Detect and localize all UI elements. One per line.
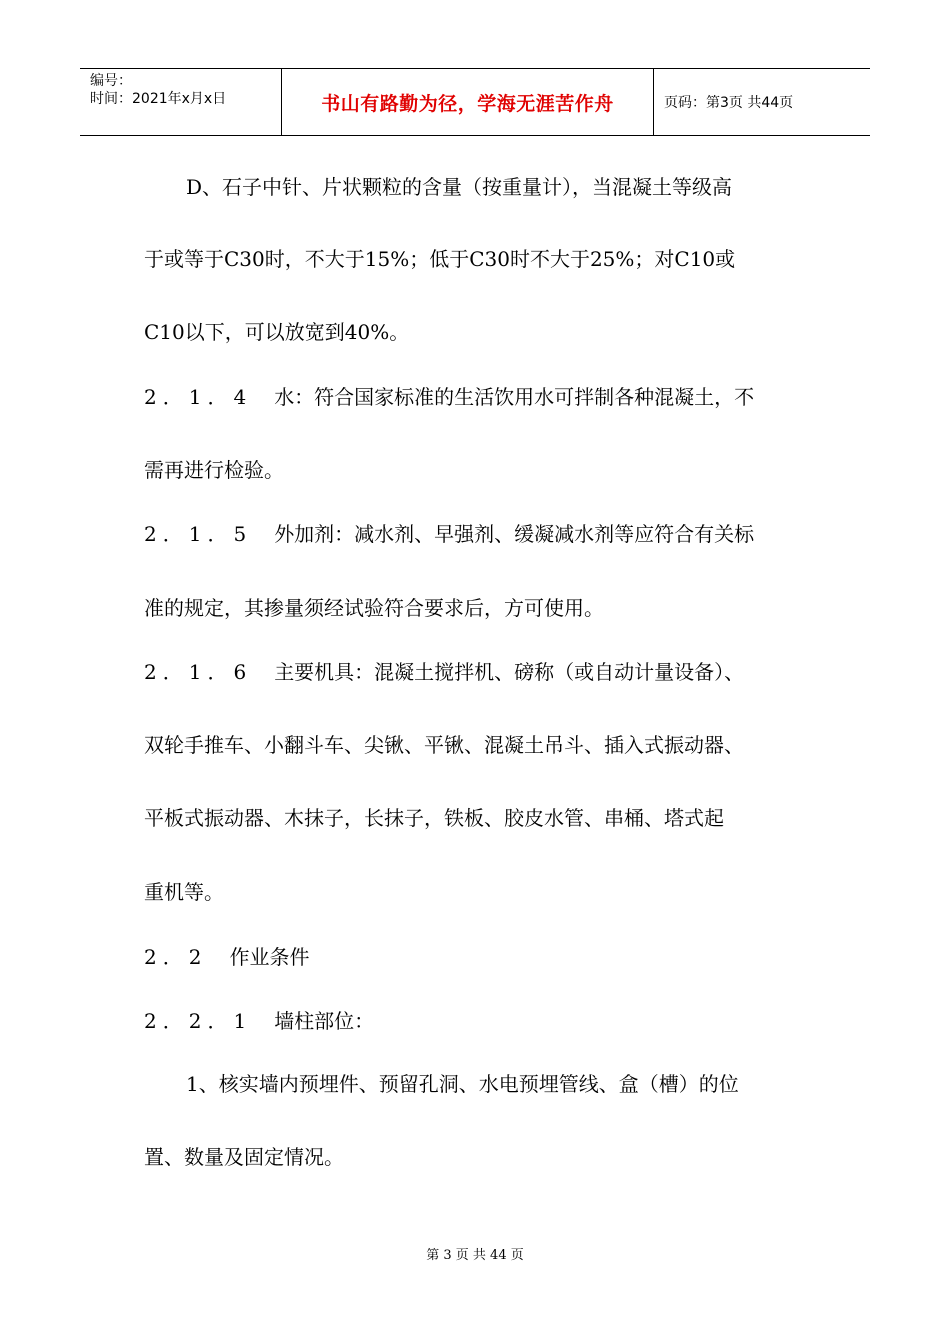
page-header (80, 68, 870, 136)
body-line: 于或等于C30时，不大于15%；低于C30时不大于25%；对C10或 (144, 247, 736, 271)
page-footer: 第 3 页 共 44 页 (426, 1248, 524, 1263)
item-text: 水：符合国家标准的生活饮用水可拌制各种混凝土，不 (274, 385, 755, 409)
body-line: 双轮手推车、小翻斗车、尖锹、平锹、混凝土吊斗、插入式振动器、 (144, 733, 744, 757)
item-number: 2．1．4 (144, 385, 253, 409)
item-number: 2．2．1 (144, 1009, 253, 1033)
numbered-item (144, 1009, 374, 1033)
body-line: 平板式振动器、木抹子，长抹子，铁板、胶皮水管、串桶、塔式起 (144, 806, 724, 830)
header-page-number: 页码：第3页 共44页 (664, 95, 794, 111)
item-text: 墙柱部位： (274, 1009, 375, 1033)
item-number: 2．2 (144, 945, 208, 969)
body-line: D、石子中针、片状颗粒的含量（按重量计），当混凝土等级高 (186, 175, 733, 199)
body-line: 重机等。 (144, 880, 224, 904)
document-date-label: 时间：2021年x月x日 (90, 91, 227, 107)
header-right-cell (654, 69, 870, 135)
item-number: 2．1．6 (144, 660, 253, 684)
item-number: 2．1．5 (144, 522, 253, 546)
body-line: 1、核实墙内预埋件、预留孔洞、水电预埋管线、盒（槽）的位 (186, 1072, 739, 1096)
numbered-item (144, 660, 744, 684)
header-left-cell (80, 69, 281, 135)
body-line: 置、数量及固定情况。 (144, 1145, 344, 1169)
item-text: 作业条件 (229, 945, 310, 969)
body-line: C10以下，可以放宽到40%。 (144, 320, 410, 344)
header-motto: 书山有路勤为径，学海无涯苦作舟 (321, 93, 614, 115)
numbered-item (144, 385, 754, 409)
numbered-item (144, 945, 309, 969)
item-text: 主要机具：混凝土搅拌机、磅称（或自动计量设备）、 (274, 660, 745, 684)
document-id-label: 编号： (90, 73, 132, 89)
numbered-item (144, 522, 754, 546)
body-line: 准的规定，其掺量须经试验符合要求后，方可使用。 (144, 596, 604, 620)
body-line: 需再进行检验。 (144, 458, 284, 482)
item-text: 外加剂：减水剂、早强剂、缓凝减水剂等应符合有关标 (274, 522, 755, 546)
header-middle-cell (281, 69, 654, 135)
